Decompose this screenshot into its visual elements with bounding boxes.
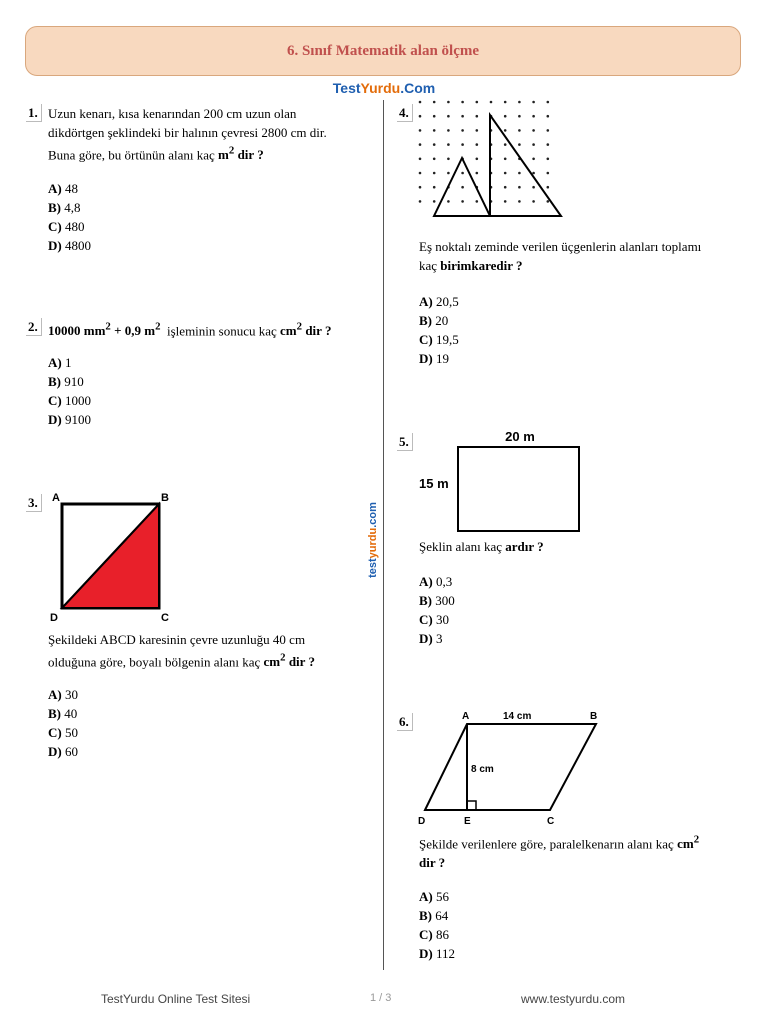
answer-options	[419, 572, 455, 648]
label-d: D	[418, 816, 426, 827]
question-text: Şeklin alanı kaç ardır ?	[419, 539, 544, 554]
question-text: Uzun kenarı, kısa kenarından 200 cm uzun olan dikdörtgen şeklindeki bir halının çevresi 2800 cm dir. Buna göre, bu örtünün alanı kaç $m^2$ dir ?	[48, 106, 327, 163]
question-number: 1.	[26, 104, 42, 122]
option-c[interactable]: C) 480	[48, 219, 85, 234]
grid-dot	[504, 129, 507, 132]
grid-dot	[532, 200, 535, 203]
grid-dot	[476, 172, 479, 175]
grid-dot	[490, 101, 493, 104]
answer-options	[48, 685, 78, 761]
option-c[interactable]: C) 50	[48, 725, 78, 740]
grid-dot	[547, 101, 550, 104]
grid-dot	[547, 129, 550, 132]
answer-options	[48, 353, 91, 429]
grid-dot	[447, 115, 450, 118]
grid-dot	[433, 115, 436, 118]
option-b[interactable]: B) 910	[48, 374, 84, 389]
height-label: 8 cm	[471, 764, 494, 775]
grid-dot	[476, 200, 479, 203]
grid-dot	[461, 186, 464, 189]
option-c[interactable]: C) 1000	[48, 393, 91, 408]
grid-dot	[518, 186, 521, 189]
label-c: C	[547, 816, 555, 827]
answer-options	[48, 179, 91, 255]
column-divider	[383, 100, 384, 970]
grid-dot	[447, 129, 450, 132]
grid-dot	[419, 115, 422, 118]
footer-page-number: 1 / 3	[370, 992, 392, 1004]
brand-part: Yurdu	[360, 80, 401, 96]
brand-logo[interactable]	[0, 80, 768, 96]
option-b[interactable]: B) 300	[419, 593, 455, 608]
option-a[interactable]: A) 30	[48, 687, 78, 702]
grid-dot	[433, 172, 436, 175]
grid-dot	[532, 115, 535, 118]
grid-dot	[518, 101, 521, 104]
grid-dot	[547, 200, 550, 203]
option-b[interactable]: B) 4,8	[48, 200, 81, 215]
label-a: A	[52, 492, 60, 504]
grid-dot	[547, 115, 550, 118]
question-number: 3.	[26, 494, 42, 512]
label-b: B	[590, 711, 598, 722]
option-c[interactable]: C) 19,5	[419, 332, 459, 347]
grid-dot	[532, 101, 535, 104]
grid-dot	[419, 143, 422, 146]
parallelogram-figure	[415, 710, 615, 828]
option-a[interactable]: A) 1	[48, 355, 72, 370]
question-1	[26, 104, 376, 264]
grid-dot	[547, 143, 550, 146]
rectangle-figure	[417, 429, 587, 533]
option-d[interactable]: D) 9100	[48, 412, 91, 427]
grid-dot	[419, 101, 422, 104]
grid-dot	[447, 143, 450, 146]
side-brand-logo: testyurdu.com	[367, 498, 379, 582]
grid-dot	[547, 172, 550, 175]
grid-dot	[518, 200, 521, 203]
question-number: 6.	[397, 713, 413, 731]
option-a[interactable]: A) 48	[48, 181, 78, 196]
question-5	[397, 429, 742, 653]
question-number: 2.	[26, 318, 42, 336]
question-text: 10000 $mm^2 + 0,9$ $m^2$ işleminin sonucu kaç $cm^2$ dir ?	[48, 321, 332, 339]
grid-dot	[518, 172, 521, 175]
grid-dot	[504, 143, 507, 146]
rectangle-outline	[458, 447, 579, 531]
grid-dot	[447, 172, 450, 175]
grid-dot	[447, 200, 450, 203]
option-d[interactable]: D) 4800	[48, 238, 91, 253]
option-b[interactable]: B) 64	[419, 908, 449, 923]
grid-dot	[433, 158, 436, 161]
option-b[interactable]: B) 20	[419, 313, 449, 328]
grid-dot	[419, 129, 422, 132]
grid-dot	[419, 200, 422, 203]
grid-dot	[532, 143, 535, 146]
question-text: Şekilde verilenlere göre, paralelkenarın alanı kaç $cm^2$ dir ?	[419, 834, 700, 871]
grid-dot	[419, 186, 422, 189]
grid-dot	[447, 158, 450, 161]
dot-grid-figure	[417, 100, 577, 228]
question-text: Eş noktalı zeminde verilen üçgenlerin alanları toplamı kaç birimkaredir ?	[419, 239, 702, 273]
grid-dot	[461, 143, 464, 146]
label-a: A	[462, 711, 470, 722]
grid-dot	[518, 143, 521, 146]
question-number: 4.	[397, 104, 413, 122]
option-d[interactable]: D) 112	[419, 946, 455, 961]
grid-dot	[504, 200, 507, 203]
grid-dot	[532, 158, 535, 161]
option-d[interactable]: D) 19	[419, 351, 449, 366]
grid-dot	[476, 143, 479, 146]
option-d[interactable]: D) 3	[419, 631, 443, 646]
label-c: C	[161, 612, 169, 624]
grid-dot	[461, 129, 464, 132]
brand-part: Test	[332, 80, 361, 96]
question-3	[26, 494, 376, 769]
grid-dot	[532, 186, 535, 189]
grid-dot	[518, 115, 521, 118]
grid-dot	[504, 115, 507, 118]
grid-dot	[547, 158, 550, 161]
grid-dot	[532, 129, 535, 132]
question-6	[397, 713, 742, 968]
grid-dot	[504, 101, 507, 104]
grid-dot	[461, 172, 464, 175]
brand-part: .Com	[400, 80, 436, 96]
grid-dot	[476, 115, 479, 118]
option-a[interactable]: A) 56	[419, 889, 449, 904]
option-c[interactable]: C) 86	[419, 927, 449, 942]
side-length-label: 15 m	[419, 476, 449, 491]
grid-dot	[433, 143, 436, 146]
top-length-label: 14 cm	[503, 711, 532, 722]
grid-dot	[504, 158, 507, 161]
grid-dot	[476, 129, 479, 132]
parallelogram-outline	[425, 724, 596, 810]
top-length-label: 20 m	[505, 429, 535, 444]
grid-dot	[447, 101, 450, 104]
question-text: Şekildeki ABCD karesinin çevre uzunluğu 40 cm olduğuna göre, boyalı bölgenin alanı kaç $cm^2$ dir ?	[48, 632, 315, 670]
option-b[interactable]: B) 40	[48, 706, 78, 721]
grid-dot	[461, 200, 464, 203]
answer-options	[419, 292, 459, 368]
grid-dot	[476, 158, 479, 161]
large-triangle	[490, 115, 561, 216]
option-a[interactable]: A) 0,3	[419, 574, 453, 589]
grid-dot	[504, 186, 507, 189]
grid-dot	[547, 186, 550, 189]
square-figure	[48, 490, 183, 625]
question-2	[26, 318, 376, 438]
label-e: E	[464, 816, 471, 827]
grid-dot	[476, 101, 479, 104]
grid-dot	[433, 101, 436, 104]
option-c[interactable]: C) 30	[419, 612, 449, 627]
grid-dot	[532, 172, 535, 175]
label-b: B	[161, 492, 169, 504]
grid-dot	[433, 129, 436, 132]
option-d[interactable]: D) 60	[48, 744, 78, 759]
answer-options	[419, 887, 455, 963]
grid-dot	[419, 172, 422, 175]
grid-dot	[504, 172, 507, 175]
page-title: 6. Sınıf Matematik alan ölçme	[25, 26, 741, 76]
footer-url[interactable]: www.testyurdu.com	[521, 992, 626, 1006]
option-a[interactable]: A) 20,5	[419, 294, 459, 309]
label-d: D	[50, 612, 58, 624]
grid-dot	[433, 186, 436, 189]
grid-dot	[433, 200, 436, 203]
grid-dot	[419, 158, 422, 161]
grid-dot	[461, 101, 464, 104]
footer-site-name: TestYurdu Online Test Sitesi	[101, 992, 251, 1006]
question-number: 5.	[397, 433, 413, 451]
grid-dot	[518, 129, 521, 132]
grid-dot	[461, 115, 464, 118]
question-4	[397, 104, 742, 374]
